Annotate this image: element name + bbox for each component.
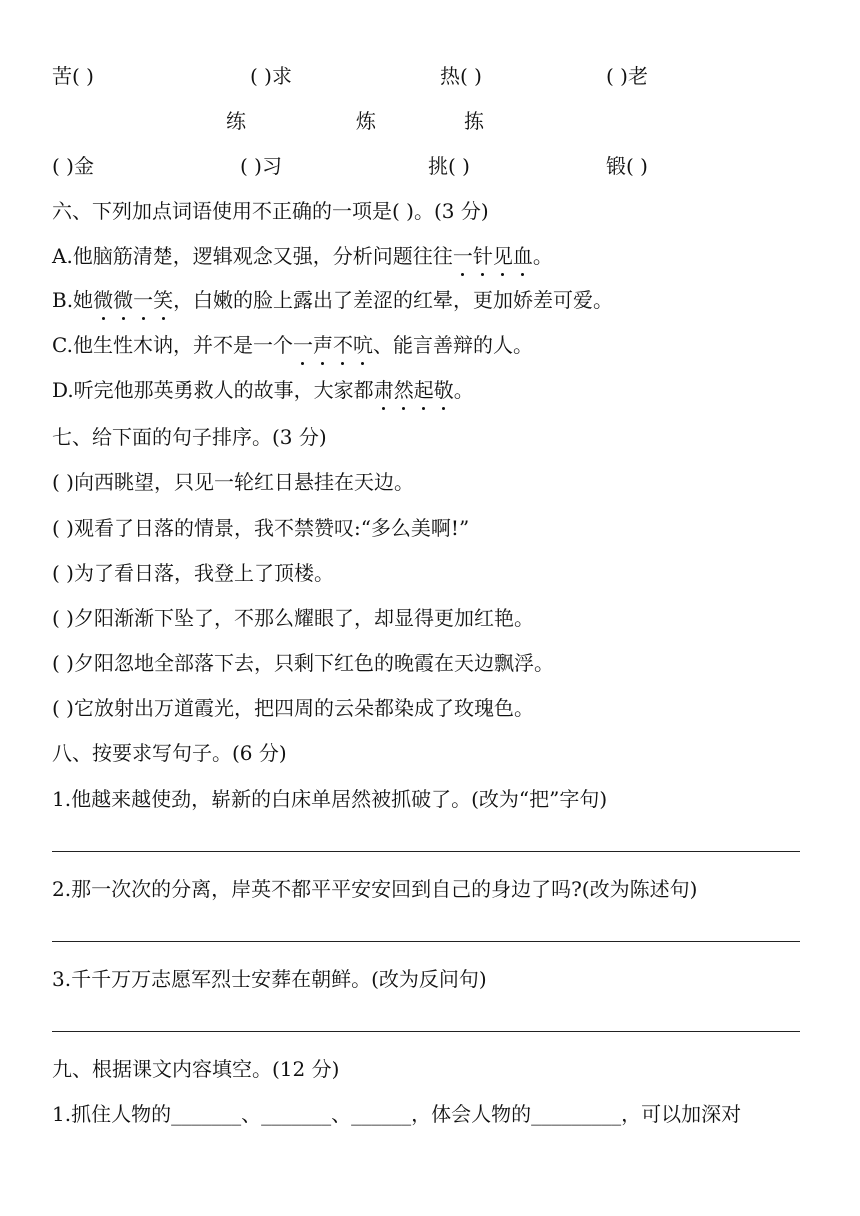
q6-option-a (52, 242, 553, 270)
q6-option-a-dotted (453, 244, 533, 268)
q6-option-d-post: 。 (453, 378, 474, 402)
q6-option-d (52, 376, 474, 404)
emphasis-char: 针 (472, 244, 493, 268)
q7-item-6: ( )它放射出万道霞光，把四周的云朵都染成了玫瑰色。 (52, 696, 534, 720)
row3-item-4: 锻( ) (606, 154, 648, 178)
q6-option-b (52, 286, 613, 314)
emphasis-char: 然 (393, 378, 414, 402)
char-option-1: 练 (226, 109, 246, 133)
answer-line-1[interactable] (52, 851, 800, 852)
q9-title: 九、根据课文内容填空。(12 分) (52, 1057, 340, 1081)
q7-title: 七、给下面的句子排序。(3 分) (52, 425, 327, 449)
q6-option-d-dotted (374, 378, 454, 402)
q7-item-5: ( )夕阳忽地全部落下去，只剩下红色的晚霞在天边飘浮。 (52, 651, 554, 675)
q8-item-1: 1.他越来越使劲，崭新的白床单居然被抓破了。(改为“把”字句) (52, 787, 608, 811)
row3-item-1: ( )金 (52, 154, 94, 178)
answer-line-3[interactable] (52, 1031, 800, 1032)
emphasis-char: 血 (512, 244, 533, 268)
emphasis-char: 吭 (352, 333, 373, 357)
row1-item-2: ( )求 (250, 64, 292, 88)
q8-item-2: 2.那一次次的分离，岸英不都平平安安回到自己的身边了吗?(改为陈述句) (52, 877, 698, 901)
row3-item-3: 挑( ) (428, 154, 470, 178)
emphasis-char: 微 (93, 288, 114, 312)
q6-option-c-dotted (293, 333, 373, 357)
q7-item-3: ( )为了看日落，我登上了顶楼。 (52, 561, 334, 585)
q7-item-4: ( )夕阳渐渐下坠了，不那么耀眼了，却显得更加红艳。 (52, 606, 534, 630)
emphasis-char: 敬 (433, 378, 454, 402)
emphasis-char: 见 (492, 244, 513, 268)
emphasis-char: 不 (332, 333, 353, 357)
row1-item-3: 热( ) (440, 64, 482, 88)
q6-title: 六、下列加点词语使用不正确的一项是( )。(3 分) (52, 199, 489, 223)
q6-option-b-pre: B.她 (52, 288, 94, 312)
q6-option-c (52, 331, 533, 359)
row1-item-1: 苦( ) (52, 64, 94, 88)
q7-item-1: ( )向西眺望，只见一轮红日悬挂在天边。 (52, 470, 414, 494)
answer-line-2[interactable] (52, 941, 800, 942)
q9-item-1: 1.抓住人物的_______、_______、______，体会人物的_________，可以加深对 (52, 1102, 742, 1126)
emphasis-char: 起 (413, 378, 434, 402)
emphasis-char: 一 (452, 244, 473, 268)
row3-item-2: ( )习 (240, 154, 282, 178)
q6-option-d-pre: D.听完他那英勇救人的故事，大家都 (52, 378, 374, 402)
q6-option-b-dotted (93, 288, 173, 312)
q6-option-c-post: 、能言善辩的人。 (372, 333, 533, 357)
q8-item-3: 3.千千万万志愿军烈士安葬在朝鲜。(改为反问句) (52, 967, 487, 991)
emphasis-char: 一 (292, 333, 313, 357)
q6-option-a-post: 。 (532, 244, 553, 268)
emphasis-char: 一 (133, 288, 154, 312)
q6-option-b-post: ，白嫩的脸上露出了差涩的红晕，更加娇差可爱。 (173, 288, 614, 312)
row1-item-4: ( )老 (606, 64, 648, 88)
q7-item-2: ( )观看了日落的情景，我不禁赞叹:“多么美啊!” (52, 516, 470, 540)
emphasis-char: 笑 (153, 288, 174, 312)
emphasis-char: 声 (312, 333, 333, 357)
emphasis-char: 肃 (373, 378, 394, 402)
emphasis-char: 微 (113, 288, 134, 312)
q6-option-c-pre: C.他生性木讷，并不是一个 (52, 333, 293, 357)
char-option-2: 炼 (356, 109, 376, 133)
char-option-3: 拣 (464, 109, 484, 133)
q6-option-a-pre: A.他脑筋清楚，逻辑观念又强，分析问题往往 (52, 244, 453, 268)
q8-title: 八、按要求写句子。(6 分) (52, 741, 287, 765)
